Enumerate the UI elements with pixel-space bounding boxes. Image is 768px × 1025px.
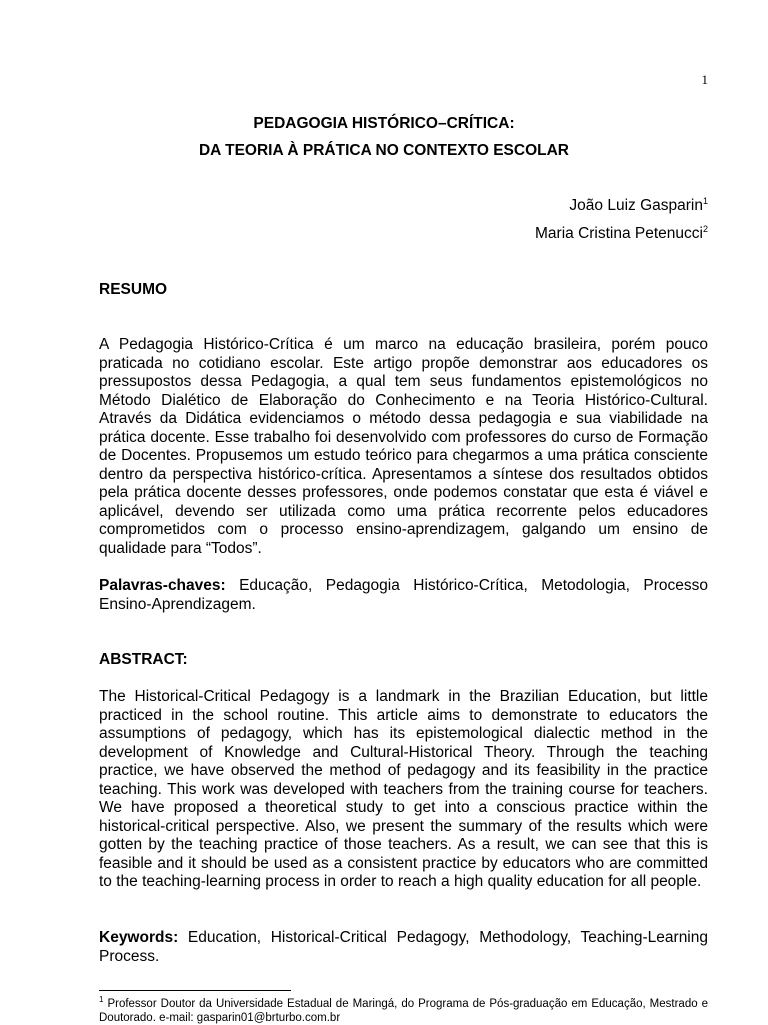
- keywords-label: Keywords:: [99, 929, 179, 946]
- palavras-chaves-text: Educação, Pedagogia Histórico-Crítica, Metodologia, Processo Ensino-Aprendizagem.: [99, 577, 708, 613]
- keywords-text: Education, Historical-Critical Pedagogy, Methodology, Teaching-Learning Process.: [99, 929, 708, 965]
- title-line-1: PEDAGOGIA HISTÓRICO–CRÍTICA:: [253, 115, 515, 132]
- author-2-footnote-mark: 2: [702, 223, 708, 234]
- author-1-footnote-mark: 1: [702, 195, 708, 206]
- palavras-chaves-label: Palavras-chaves:: [99, 577, 226, 594]
- resumo-heading: RESUMO: [99, 281, 168, 298]
- abstract-body: The Historical-Critical Pedagogy is a landmark in the Brazilian Education, but little practiced in the school routine. This article aims to demonstrate to educators the assumptions of pedagogy, which has its epistemological dialectic method in the development of Knowledge and Cultural-Historical Theory. Through the teaching practice, we have observed the method of pedagogy and its feasibility in the practice teaching. This work was developed with teachers from the training course for teachers. We have proposed a theoretical study to get into a conscious practice within the historical-critical perspective. Also, we present the summary of the results which were gotten by the teaching practice of those teachers. As a result, we can see that this is feasible and it should be used as a consistent practice by educators who are committed to the teaching-learning process in order to reach a high quality education for all people.: [99, 688, 708, 890]
- abstract-heading: ABSTRACT:: [99, 651, 188, 668]
- author-2-name: Maria Cristina Petenucci: [535, 225, 703, 242]
- title-line-2: DA TEORIA À PRÁTICA NO CONTEXTO ESCOLAR: [198, 142, 569, 159]
- author-1-name: João Luiz Gasparin: [569, 197, 703, 214]
- footnote-mark: 1: [99, 995, 104, 1005]
- palavras-chaves: [99, 577, 708, 614]
- footnote-text: Professor Doutor da Universidade Estadual de Maringá, do Programa de Pós-graduação em Educação, Mestrado e Doutorado. e-mail: gasparin01@brturbo.com.br: [99, 998, 708, 1024]
- footnote: [99, 997, 708, 1025]
- page-number: 1: [701, 72, 708, 87]
- author-2: [535, 225, 708, 243]
- footnote-rule: [99, 990, 291, 991]
- keywords: [99, 929, 708, 966]
- resumo-body: A Pedagogia Histórico-Crítica é um marco na educação brasileira, porém pouco praticada no cotidiano escolar. Este artigo propõe demonstrar aos educadores os pressupostos dessa Pedagogia, a qual tem seus fundamentos epistemológicos no Método Dialético de Elaboração do Conhecimento e na Teoria Histórico-Cultural. Através da Didática evidenciamos o método dessa pedagogia e sua viabilidade na prática docente. Esse trabalho foi desenvolvido com professores do curso de Formação de Docentes. Propusemos um estudo teórico para chegarmos a uma prática consciente dentro da perspectiva histórico-crítica. Apresentamos a síntese dos resultados obtidos pela prática docente desses professores, onde podemos constatar que esta é viável e aplicável, devendo ser utilizada como uma prática recorrente pelos educadores comprometidos com o processo ensino-aprendizagem, galgando um ensino de qualidade para “Todos”.: [99, 336, 708, 557]
- author-1: [569, 197, 708, 215]
